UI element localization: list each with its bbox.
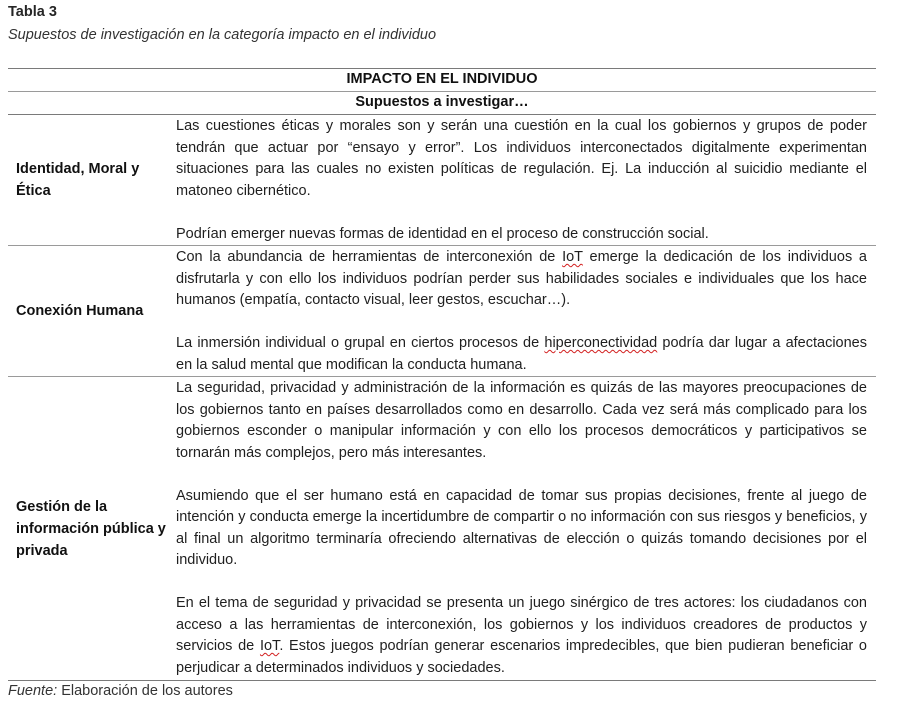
source-text: Elaboración de los autores [57,683,233,699]
paragraph: Asumiendo que el ser humano está en capacidad de tomar sus propias decisiones, frente al juego de intención y conducta emerge la incertidumbre de compartir o no información con sus riesgos y beneficios, y al final un algoritmo terminaría ofreciendo alternativas de elección o quizás tomando decisiones por el individuo. [176,487,867,568]
row-text-gestion [176,378,867,679]
header-divider [8,91,876,92]
table-header: IMPACTO EN EL INDIVIDUO [346,71,538,87]
row-text-identidad [176,116,867,245]
subheader-divider [8,114,876,115]
row-label-conexion: Conexión Humana [16,303,144,319]
table-caption: Supuestos de investigación en la categoría impacto en el individuo [8,27,437,43]
row-divider [8,245,876,246]
paragraph: Podrían emerger nuevas formas de identidad en el proceso de construcción social. [176,225,709,242]
row-label-identidad: Identidad, Moral y Ética [16,161,140,199]
row-label-gestion: Gestión de la información pública y privada [16,499,166,559]
table-label: Tabla 3 [8,4,57,20]
paragraph: La inmersión individual o grupal en ciertos procesos de hiperconectividad podría dar lugar a afectaciones en la salud mental que modifican la conducta humana. [176,335,868,373]
source-label: Fuente: [8,683,58,699]
table-subheader: Supuestos a investigar… [355,94,529,110]
table-top-rule [8,68,876,69]
paragraph: En el tema de seguridad y privacidad se presenta un juego sinérgico de tres actores: los ciudadanos con acceso a las herramientas de interconexión, los gobiernos y los individuos creadores de productos y servicios de IoT. Estos juegos podrían generar escenarios impredecibles, que bien pudieran beneficiar o perjudicar a determinados individuos y sociedades. [176,595,867,676]
paragraph: La seguridad, privacidad y administración de la información es quizás de las mayores preocupaciones de los gobiernos tanto en países desarrollados como en desarrollo. Cada vez será más complicado para los gobiernos esconder o manipular información y con ello los procesos democráticos y participativos se tornarán más complejos, pero más interesantes. [176,380,867,461]
spellcheck-term: IoT [562,249,583,265]
row-divider [8,376,876,377]
paragraph: Las cuestiones éticas y morales son y serán una cuestión en la cual los gobiernos y grupos de poder tendrán que actuar por “ensayo y error”. Los individuos interconectados digitalmente experimentan situaciones para las cuales no existen políticas de regulación. Ej. La inducción al suicidio mediante el matoneo cibernético. [176,118,867,199]
paragraph: Con la abundancia de herramientas de interconexión de IoT emerge la dedicación de los individuos a disfrutarla y con ello los individuos podrían perder sus habilidades sociales e individuales que los hace humanos (empatía, contacto visual, leer gestos, escuchar…). [176,249,867,308]
table-source [8,683,233,699]
spellcheck-term: hiperconectividad [544,335,658,351]
row-text-conexion [176,247,867,376]
table-bottom-rule [8,680,876,681]
spellcheck-term: IoT [259,638,280,654]
